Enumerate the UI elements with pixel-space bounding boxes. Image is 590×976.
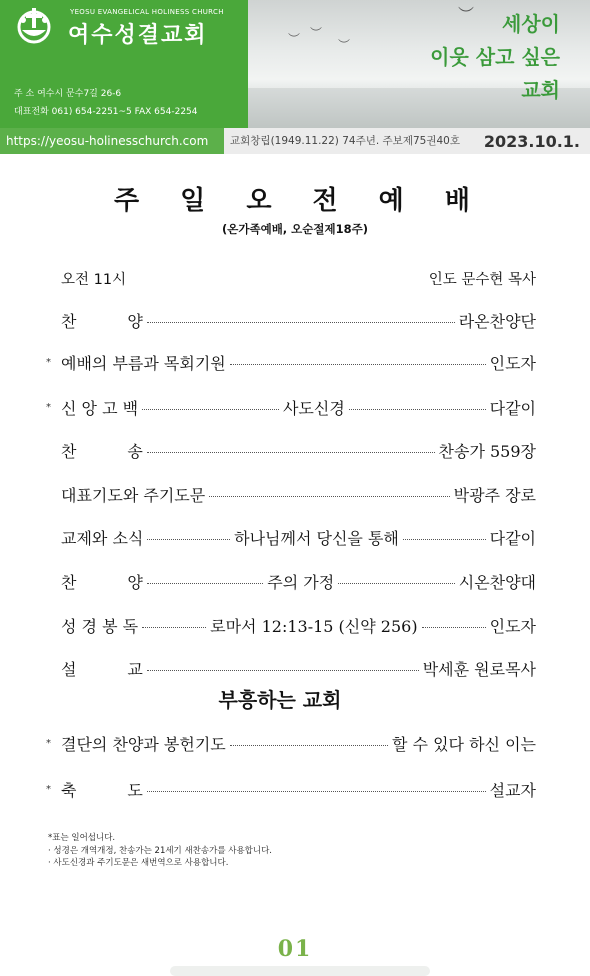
dotted-leader <box>147 670 419 671</box>
program-label: 축 도 <box>61 780 143 800</box>
program-detail: 사도신경 <box>282 398 345 418</box>
dotted-leader <box>230 364 486 365</box>
dotted-leader <box>349 409 486 410</box>
program-label: 성 경 봉 독 <box>61 616 139 636</box>
dotted-leader <box>147 583 264 584</box>
seagull-icon: ︶ <box>338 38 351 52</box>
standing-mark: * <box>46 356 51 368</box>
dotted-leader <box>338 583 455 584</box>
info-bar <box>0 128 590 154</box>
note-line: · 성경은 개역개정, 찬송가는 21세기 새찬송가를 사용합니다. <box>48 845 272 856</box>
program-value: 박광주 장로 <box>453 485 536 505</box>
program-item <box>46 523 536 551</box>
dotted-leader <box>422 627 486 628</box>
dotted-leader <box>147 791 486 792</box>
program-label: 예배의 부름과 목회기원 <box>61 353 226 373</box>
dotted-leader <box>142 409 279 410</box>
program-detail: 하나님께서 당신을 통해 <box>234 528 399 548</box>
sermon-title: 부흥하는 교회 <box>218 688 342 712</box>
bulletin-date: 2023.10.1. <box>483 132 580 151</box>
program-item <box>46 611 536 639</box>
program-item <box>46 654 536 682</box>
church-name-english: YEOSU EVANGELICAL HOLINESS CHURCH <box>70 8 224 16</box>
program-detail: 주의 가정 <box>267 572 335 592</box>
program-item <box>46 348 536 376</box>
program-value: 박세훈 원로목사 <box>422 659 536 679</box>
program-label: 찬 양 <box>61 311 143 331</box>
standing-mark: * <box>46 737 51 749</box>
church-name-korean: 여수성결교회 <box>68 23 208 48</box>
dotted-leader <box>230 745 388 746</box>
founding-info: 교회창립(1949.11.22) 74주년. 주보제75권40호 <box>230 135 460 147</box>
program-item <box>46 393 536 421</box>
note-line: *표는 일어섭니다. <box>48 833 116 843</box>
dotted-leader <box>142 627 206 628</box>
program-item <box>46 775 536 803</box>
website-link[interactable]: https://yeosu-holinesschurch.com <box>0 128 224 154</box>
seagull-icon: ︶ <box>288 32 301 46</box>
dotted-leader <box>147 452 435 453</box>
service-leader: 인도 문수현 목사 <box>428 272 536 288</box>
service-subtitle: (온가족예배, 오순절제18주) <box>222 222 368 236</box>
dotted-leader <box>209 496 449 497</box>
dotted-leader <box>147 322 455 323</box>
program-value: 라온찬양단 <box>458 311 536 331</box>
program-item <box>46 306 536 334</box>
church-info-panel <box>0 0 248 128</box>
program-label: 찬 양 <box>61 572 143 592</box>
standing-mark: * <box>46 401 51 413</box>
service-time-row <box>61 268 536 288</box>
program-value: 설교자 <box>489 780 536 800</box>
program-label: 신 앙 고 백 <box>61 398 139 418</box>
slogan-line: 교회 <box>521 78 560 102</box>
program-detail: 로마서 12:13-15 (신약 256) <box>210 616 418 636</box>
program-value: 인도자 <box>489 616 536 636</box>
bulletin-header <box>0 0 590 128</box>
program-label: 결단의 찬양과 봉헌기도 <box>61 734 226 754</box>
program-value: 인도자 <box>489 353 536 373</box>
dotted-leader <box>147 539 230 540</box>
program-item <box>46 480 536 508</box>
program-value: 다같이 <box>489 398 537 418</box>
seagull-icon: ︶ <box>458 5 475 24</box>
page-number: 01 <box>277 936 313 962</box>
program-item <box>46 729 536 757</box>
seagull-icon: ︶ <box>310 26 323 40</box>
program-label: 대표기도와 주기도문 <box>61 485 206 505</box>
header-photo <box>248 0 590 128</box>
church-slogan <box>430 8 560 107</box>
program-item <box>46 436 536 464</box>
program-value: 찬송가 559장 <box>438 441 536 461</box>
church-logo-icon <box>14 6 54 46</box>
standing-mark: * <box>46 783 51 795</box>
dotted-leader <box>403 539 486 540</box>
bulletin-notes <box>48 832 272 870</box>
program-value: 할 수 있다 하신 이는 <box>392 734 536 754</box>
service-time: 오전 11시 <box>61 272 127 288</box>
slogan-line: 세상이 <box>502 12 560 36</box>
service-title: 주 일 오 전 예 배 <box>114 186 486 216</box>
program-label: 찬 송 <box>61 441 143 461</box>
program-value: 시온찬양대 <box>458 572 537 592</box>
bottom-scroll-bar <box>170 966 430 976</box>
note-line: · 사도신경과 주기도문은 새번역으로 사용합니다. <box>48 858 229 868</box>
program-label: 교제와 소식 <box>61 528 144 548</box>
church-address: 주 소 여수시 문수7길 26-6 <box>14 89 122 99</box>
program-value: 다같이 <box>489 528 537 548</box>
program-label: 설 교 <box>61 659 143 679</box>
slogan-line: 이웃 삼고 싶은 <box>430 45 560 69</box>
church-phone: 대표전화 061) 654-2251~5 FAX 654-2254 <box>14 107 198 117</box>
program-item <box>46 567 536 595</box>
